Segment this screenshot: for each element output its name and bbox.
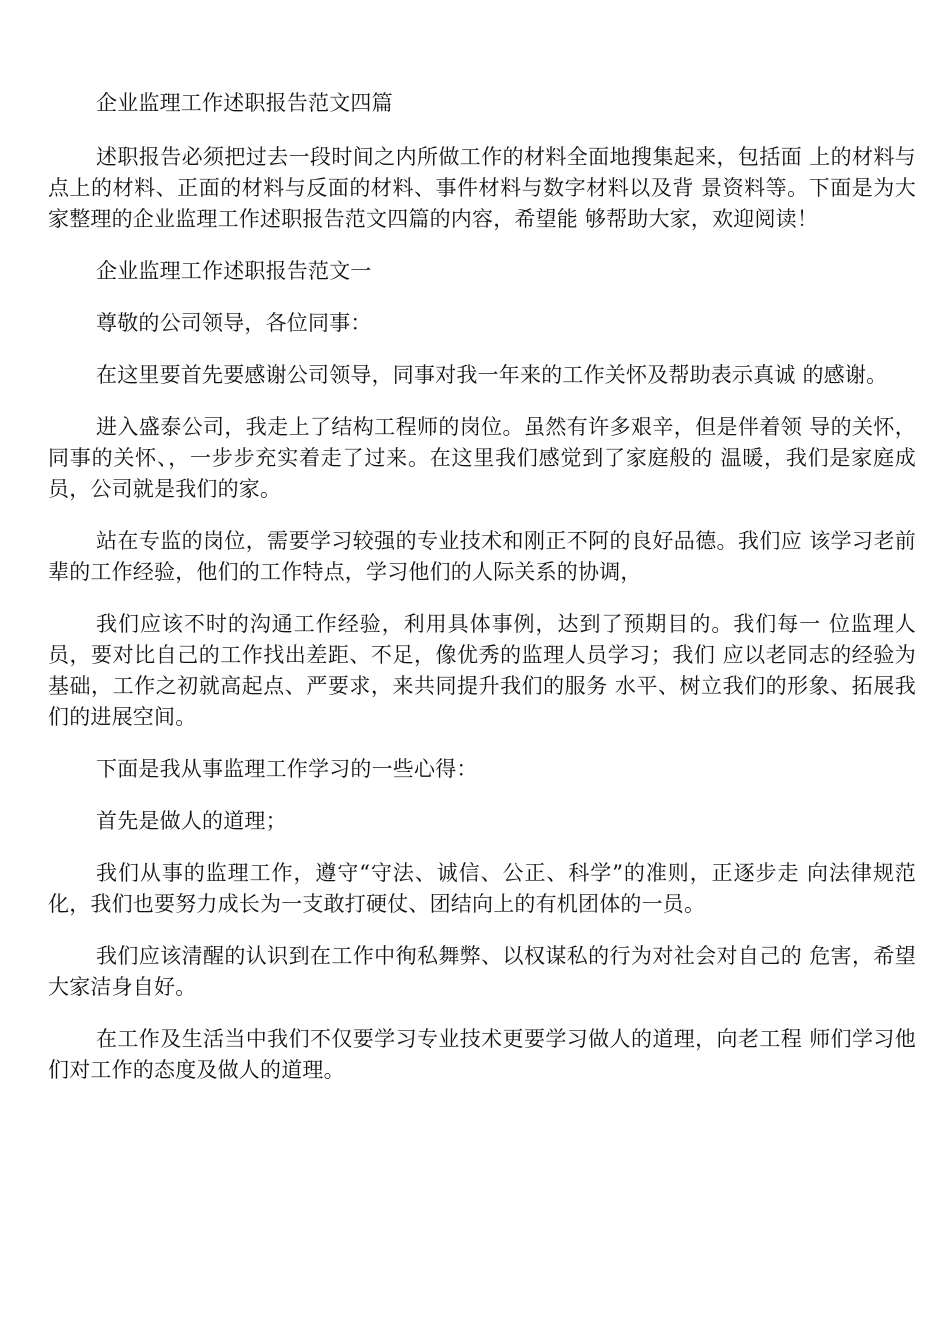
paragraph: 我们应该清醒的认识到在工作中徇私舞弊、以权谋私的行为对社会对自己的 危害，希望大家洁身自好。 [48,944,916,999]
section-heading-1: 企业监理工作述职报告范文一 [96,259,372,283]
paragraph-intro: 述职报告必须把过去一段时间之内所做工作的材料全面地搜集起来，包括面 上的材料与点上的材料、正面的材料与反面的材料、事件材料与数字材料以及背 景资料等。下面是为大家整理的企业监理工作述职报告范文四篇的内容，希望能 够帮助大家，欢迎阅读！ [48,145,916,231]
paragraph: 下面是我从事监理工作学习的一些心得： [96,757,478,781]
paragraph: 在这里要首先要感谢公司领导，同事对我一年来的工作关怀及帮助表示真诚 的感谢。 [96,363,888,387]
salutation: 尊敬的公司领导，各位同事： [96,311,372,335]
paragraph: 站在专监的岗位，需要学习较强的专业技术和刚正不阿的良好品德。我们应 该学习老前辈的工作经验，他们的工作特点，学习他们的人际关系的协调， [48,529,916,584]
paragraph: 我们从事的监理工作，遵守“守法、诚信、公正、科学”的准则，正逐步走 向法律规范化，我们也要努力成长为一支敢打硬仗、团结向上的有机团体的一员。 [48,861,916,916]
paragraph: 进入盛泰公司，我走上了结构工程师的岗位。虽然有许多艰辛，但是伴着领 导的关怀，同事的关怀、，一步步充实着走了过来。在这里我们感觉到了家庭般的 温暖，我们是家庭成员，公司就是我们的家。 [48,415,916,501]
paragraph: 首先是做人的道理； [96,809,287,833]
document-title: 企业监理工作述职报告范文四篇 [96,91,393,115]
document-body [48,88,916,1107]
paragraph: 我们应该不时的沟通工作经验，利用具体事例，达到了预期目的。我们每一 位监理人员，要对比自己的工作找出差距、不足，像优秀的监理人员学习；我们 应以老同志的经验为基础，工作之初就高起点、严要求，来共同提升我们的服务 水平、树立我们的形象、拓展我们的进展空间。 [48,612,916,729]
paragraph: 在工作及生活当中我们不仅要学习专业技术更要学习做人的道理，向老工程 师们学习他们对工作的态度及做人的道理。 [48,1027,916,1082]
